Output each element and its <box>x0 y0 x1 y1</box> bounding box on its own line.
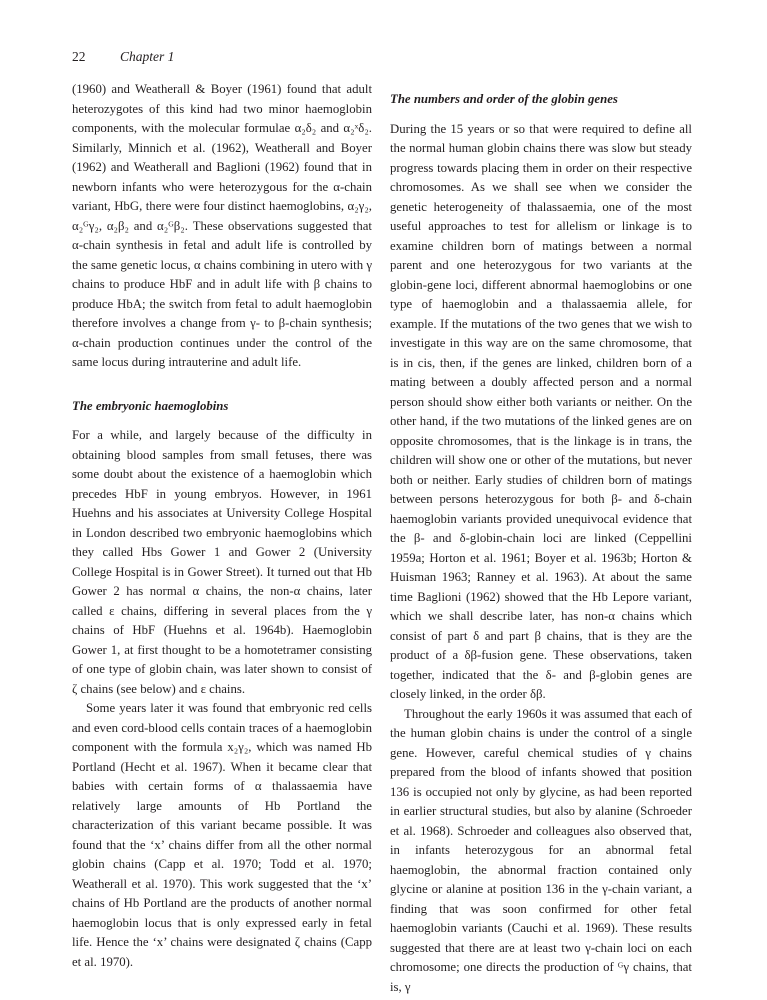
body-paragraph: Throughout the early 1960s it was assumed that each of the human globin chains is under the control of a single gene. However, careful chemical studies of γ chains prepared from the blood of infants showed that position 136 is occupied not only by glycine, as had been reported in earlier structural studies, but also by alanine (Schroeder et al. 1968). Schroeder and colleagues also observed that, in infants heterozygous for an abnormal fetal haemoglobin, the abnormal fraction contained only glycine or alanine at position 136 in the γ-chain variant, a finding that was soon confirmed for other fetal haemoglobin variants (Cauchi et al. 1969). These results suggested that there are at least two γ-chain loci on each chromosome; one directs the production of ᴳγ chains, that is, γ <box>390 706 692 994</box>
body-paragraph: Some years later it was found that embryonic red cells and even cord-blood cells contain traces of a haemoglobin component with the formula x₂γ₂, which was named Hb Portland (Hecht et al. 1967). When it became clear that babies with certain forms of α thalassaemia have relatively large amounts of Hb Portland the characterization of this variant became possible. It was found that the ‘x’ chains differ from all the other normal globin chains (Capp et al. 1970; Todd et al. 1970; Weatherall et al. 1970). This work suggested that the ‘x’ chains of Hb Portland are the products of another normal haemoglobin locus that is only expressed early in fetal life. Hence the ‘x’ chains were designated ζ chains (Capp et al. 1970). <box>72 701 372 969</box>
body-paragraph: During the 15 years or so that were required to define all the normal human globin chains there was slow but steady progress towards placing them in order on their respective chromosomes. As we shall see when we consider the genetic heterogeneity of thalassaemia, one of the most useful approaches to test for allelism or linkage is to examine children born of matings between a normal parent and one heterozygous for two variants at the globin-gene loci, different abnormal haemoglobins or one type of haemoglobin and a thalassaemia allele, for example. If the mutations of the two genes that we wish to investigate in this way are on the same chromosome, that is in cis, then, if the genes are linked, children born of a mating between a doubly affected person and a normal person should show either both variants or neither. On the other hand, if the two mutations of the linked genes are on opposite chromosomes, that is the linkage is in trans, the children will show one or other of the mutations, but never both or neither. Early studies of children born of matings between persons heterozygous for both β- and δ-chain haemoglobin variants provided unequivocal evidence that the β- and δ-globin-chain loci are linked (Ceppellini 1959a; Horton et al. 1961; Boyer et al. 1963b; Horton & Huisman 1963; Ranney et al. 1963). At about the same time Baglioni (1962) showed that the Hb Lepore variant, which we shall describe later, has non-α chains which consist of part δ and part β chains, that is they are the product of a δβ-fusion gene. These observations, taken together, indicated that the δ- and β-globin genes are closely linked, in the order δβ. <box>390 121 692 701</box>
running-title: Chapter 1 <box>120 49 175 64</box>
right-column <box>390 80 692 997</box>
page-header <box>72 48 174 66</box>
page-number: 22 <box>72 49 86 64</box>
left-column <box>72 80 372 972</box>
section-heading: The embryonic haemoglobins <box>72 398 229 413</box>
body-paragraph: (1960) and Weatherall & Boyer (1961) found that adult heterozygotes of this kind had two minor haemoglobin components, with the molecular formulae α₂δ₂ and α₂ˣδ₂. Similarly, Minnich et al. (1962), Weatherall and Boyer (1962) and Weatherall and Baglioni (1962) found that in newborn infants who were heterozygous for the α-chain variant, HbG, there were four distinct haemoglobins, α₂γ₂, α₂ᴳγ₂, α₂β₂ and α₂ᴳβ₂. These observations suggested that α-chain synthesis in fetal and adult life is controlled by the same genetic locus, α chains combining in utero with γ chains to produce HbF and in adult life with β chains to produce HbA; the switch from fetal to adult haemoglobin therefore involves a change from γ- to β-chain synthesis; α-chain production continues under the control of the same locus during intrauterine and adult life. <box>72 82 372 369</box>
body-paragraph: For a while, and largely because of the difficulty in obtaining blood samples from small fetuses, there was some doubt about the existence of a haemoglobin which precedes HbF in young embryos. However, in 1961 Huehns and his associates at University College Hospital in London described two embryonic haemoglobins which they called Hbs Gower 1 and Gower 2 (University College Hospital is in Gower Street). It turned out that Hb Gower 2 has normal α chains, the non-α chains, later called ε chains, differing in several places from the γ chains of HbF (Huehns et al. 1964b). Haemoglobin Gower 1, at first thought to be a homotetramer consisting of one type of globin chain, was later shown to consist of ζ chains (see below) and ε chains. <box>72 428 372 696</box>
section-heading: The numbers and order of the globin genes <box>390 92 618 106</box>
